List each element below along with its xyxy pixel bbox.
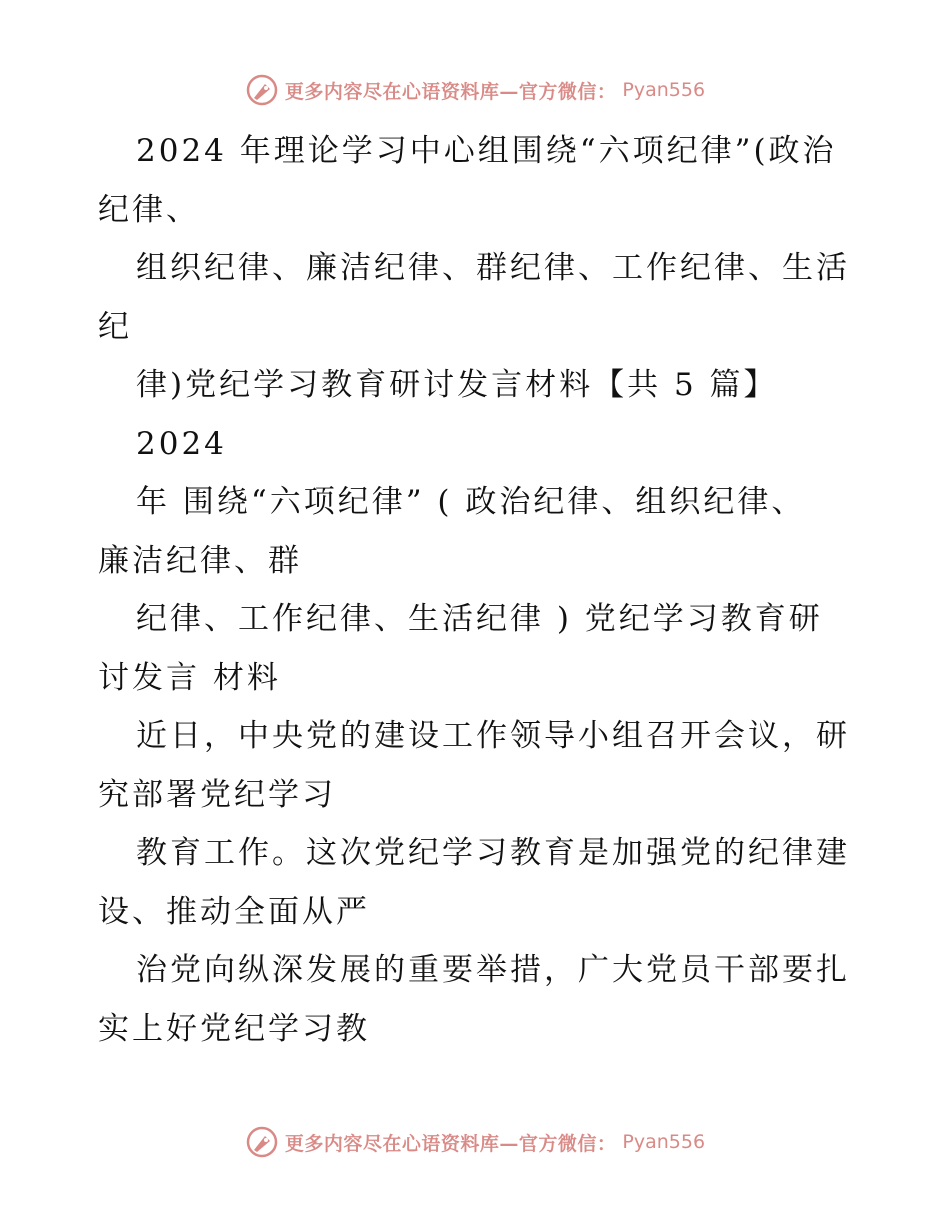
text-line: 年 围绕“六项纪律” ( 政治纪律、组织纪律、 (136, 484, 806, 520)
text-line: 纪 (98, 308, 132, 345)
text-line: 治党向纵深发展的重要举措，广大党员干部要扎 (136, 952, 850, 988)
text-line: 讨发言 材料 (98, 659, 281, 696)
watermark-wechat-id: Pyan556 (622, 79, 706, 101)
text-line: 2024 年理论学习中心组围绕“六项纪律”(政治 (136, 133, 837, 169)
document-body (98, 122, 858, 1058)
pen-nib-icon (245, 73, 279, 107)
text-line: 律)党纪学习教育研讨发言材料【共 5 篇】 (136, 367, 778, 403)
watermark-wechat-id: Pyan556 (622, 1131, 706, 1153)
footer-watermark (0, 1122, 950, 1162)
text-line: 实上好党纪学习教 (98, 1010, 370, 1047)
header-watermark (0, 70, 950, 110)
text-line: 教育工作。这次党纪学习教育是加强党的纪律建 (136, 835, 850, 871)
pen-nib-icon (245, 1125, 279, 1159)
text-line: 廉洁纪律、群 (98, 542, 302, 579)
text-line: 设、推动全面从严 (98, 893, 370, 930)
watermark-text: 更多内容尽在心语资料库—官方微信： (284, 1132, 617, 1155)
text-line: 近日，中央党的建设工作领导小组召开会议，研 (136, 718, 850, 754)
text-line: 纪律、工作纪律、生活纪律 ) 党纪学习教育研 (136, 601, 823, 637)
watermark-text: 更多内容尽在心语资料库—官方微信： (284, 80, 617, 103)
text-line: 2024 (136, 425, 227, 462)
text-line: 纪律、 (98, 191, 200, 228)
text-line: 究部署党纪学习 (98, 776, 336, 813)
text-line: 组织纪律、廉洁纪律、群纪律、工作纪律、生活 (136, 250, 850, 286)
